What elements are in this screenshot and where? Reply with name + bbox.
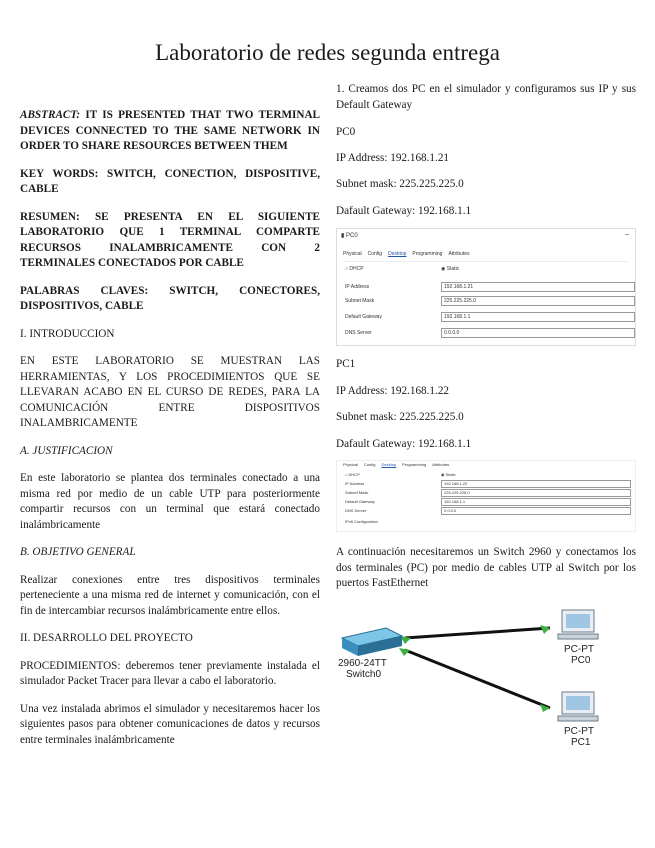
ip-field: 192.168.1.21 — [441, 282, 635, 292]
pc0-gateway: Dafault Gateway: 192.168.1.1 — [336, 205, 472, 217]
static-option: ◉ Static — [441, 266, 460, 272]
pc0-ip: IP Address: 192.168.1.21 — [336, 152, 450, 164]
intro-text: EN ESTE LABORATORIO SE MUESTRAN LAS HERRAMIENTAS, Y LOS PROCEDIMIENTOS QUE SE LLEVARAN ACABO EN EL CURSO DE REDES, PARA LA COMUNICACIÓN ENTRE DISPOSITIVOS INALAMBRICAMENTE — [20, 355, 320, 429]
network-topology — [330, 600, 620, 760]
pc-window-title — [341, 232, 358, 239]
abstract-label: ABSTRACT: — [20, 109, 81, 121]
config-tabs — [343, 462, 455, 467]
section-introduccion: I. INTRODUCCION — [20, 327, 115, 340]
pc0-window-label: PC0 — [345, 233, 358, 239]
pc0-name-label: PC0 — [571, 655, 591, 666]
document-title: Laboratorio de redes segunda entrega — [155, 40, 500, 65]
dns-label: DNS Server — [345, 508, 367, 513]
gateway-field: 192.168.1.1 — [441, 498, 631, 506]
gateway-label: Default Gateway — [345, 314, 382, 320]
switch-icon — [342, 628, 402, 656]
dhcp-option: ○ DHCP — [345, 266, 364, 272]
key-words: KEY WORDS: SWITCH, CONECTION, DISPOSITIVE, CABLE — [20, 167, 320, 195]
pc1-mask: Subnet mask: 225.225.225.0 — [336, 411, 464, 423]
tab-desktop: Desktop — [381, 462, 397, 467]
link-switch-pc0 — [405, 628, 550, 638]
mask-label: Subnet Mask — [345, 298, 375, 304]
subsection-justificacion: A. JUSTIFICACION — [20, 444, 113, 457]
pc0-config-screenshot — [336, 228, 636, 346]
tab-physical: Physical — [343, 462, 358, 467]
mask-field: 225.225.225.0 — [441, 296, 635, 306]
justificacion-text: En este laboratorio se plantea dos terminales conectado a una misma red por medio de un cable UTP para posteriormente compartir recursos con un terminal que estará conectado inalámbricamente — [20, 472, 320, 531]
gateway-label: Default Gateway — [345, 499, 375, 504]
mask-label: Subnet Mask — [345, 490, 369, 495]
pc0-icon — [558, 610, 598, 639]
resumen: RESUMEN: SE PRESENTA EN EL SIGUIENTE LABORATORIO QUE 1 TERMINAL COMPARTE RECURSOS INALAMBRICAMENTE CON 2 TERMINALES CONECTADOS POR CABLE — [20, 210, 320, 269]
abstract-text: IT IS PRESENTED THAT TWO TERMINAL DEVICES CONNECTED TO THE SAME NETWORK IN ORDER TO SHARE RESOURCES BETWEEN THEM — [20, 109, 320, 152]
next-step-block — [336, 545, 636, 592]
config-tabs — [343, 251, 476, 257]
pc-icon: ▮ — [341, 233, 345, 239]
pc1-ip: IP Address: 192.168.1.22 — [336, 385, 450, 397]
ipv6-label: IPv6 Configuration — [345, 519, 378, 524]
switch-model-label: 2960-24TT — [338, 658, 387, 669]
pc1-heading: PC1 — [336, 358, 356, 370]
palabras-claves: PALABRAS CLAVES: SWITCH, CONECTORES, DISPOSITIVOS, CABLE — [20, 284, 320, 312]
step1-text: 1. Creamos dos PC en el simulador y configuramos sus IP y sus Default Gateway — [336, 83, 636, 111]
step1-block — [336, 82, 636, 113]
link-switch-pc1 — [405, 650, 550, 708]
next-step-text: A continuación necesitaremos un Switch 2960 y conectamos los dos terminales (PC) por medio de cables UTP al Switch por los puertos FastEthernet — [336, 546, 636, 589]
subsection-objetivo: B. OBJETIVO GENERAL — [20, 546, 136, 558]
instalacion-text: Una vez instalada abrimos el simulador y necesitaremos hacer los siguientes pasos para obtener comunicaciones de datos y recursos entre terminales inalámbricamente — [20, 702, 320, 746]
tab-attributes: Attributes — [448, 251, 470, 257]
tab-programming: Programming — [412, 251, 443, 257]
dhcp-option: ○ DHCP — [345, 472, 360, 477]
ip-label: IP Address — [345, 284, 370, 290]
mask-field: 225.225.225.0 — [441, 489, 631, 497]
tab-attributes: Attributes — [432, 462, 450, 467]
minimize-icon: – — [625, 231, 629, 238]
dns-label: DNS Server — [345, 330, 372, 336]
abstract — [20, 108, 320, 155]
dns-field: 0.0.0.0 — [441, 328, 635, 338]
ip-label: IP Address — [345, 481, 365, 486]
tab-config: Config — [363, 462, 376, 467]
pc1-type-label: PC-PT — [564, 726, 594, 737]
switch-name-label: Switch0 — [346, 669, 382, 680]
dns-field: 0.0.0.0 — [441, 507, 631, 515]
pc0-type-label: PC-PT — [564, 644, 594, 655]
pc1-name-label: PC1 — [571, 737, 591, 748]
pc1-config-screenshot — [336, 460, 636, 532]
ip-field: 192.168.1.22 — [441, 480, 631, 488]
tab-physical: Physical — [343, 251, 362, 257]
left-column — [20, 108, 320, 748]
gateway-field: 192.168.1.1 — [441, 312, 635, 322]
pc0-heading: PC0 — [336, 126, 356, 138]
pc0-mask: Subnet mask: 225.225.225.0 — [336, 178, 464, 190]
tab-config: Config — [367, 251, 383, 257]
pc1-icon — [558, 692, 598, 721]
tab-desktop: Desktop — [388, 251, 407, 257]
procedimientos-text: PROCEDIMIENTOS: deberemos tener previamente instalada el simulador Packet Tracer para llevar a cabo el laboratorio. — [20, 659, 320, 687]
section-desarrollo: II. DESARROLLO DEL PROYECTO — [20, 632, 193, 644]
objetivo-text: Realizar conexiones entre tres dispositivos terminales perteneciente a una misma red de internet y comunicación, con el fin de intercambiar recursos inalámbricamente entre ellos. — [20, 573, 320, 617]
pc1-gateway: Dafault Gateway: 192.168.1.1 — [336, 438, 472, 450]
static-option: ◉ Static — [441, 472, 456, 477]
tab-programming: Programming — [402, 462, 427, 467]
